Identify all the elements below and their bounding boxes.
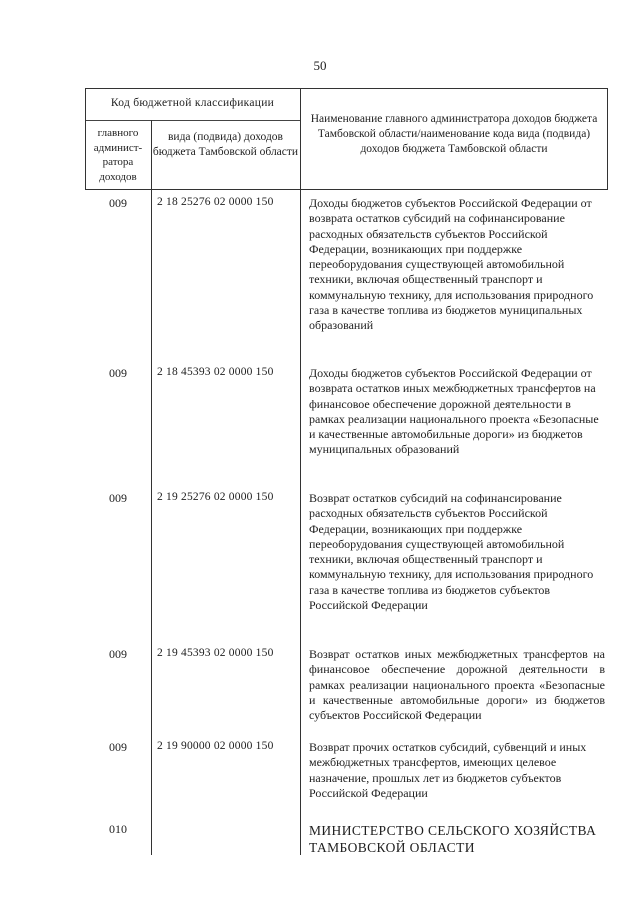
budget-code-cell: 2 18 45393 02 0000 150	[157, 366, 274, 378]
column-header-admin	[85, 126, 151, 184]
income-name-cell: Возврат прочих остатков субсидий, субвенций и иных межбюджетных трансфертов, имеющих целевое назначение, прошлых лет из бюджетов субъектов Российской Федерации	[309, 740, 587, 800]
table-right-border	[607, 88, 608, 189]
admin-code-cell: 009	[109, 740, 127, 754]
budget-code-cell: 2 18 25276 02 0000 150	[157, 196, 274, 208]
admin-code-cell: 009	[109, 647, 127, 661]
income-name-cell: Доходы бюджетов субъектов Российской Федерации от возврата остатков иных межбюджетных трансфертов на финансовое обеспечение дорожной деятельности в рамках реализации национального проекта «Безопасные и качественные автомобильные дороги» из бюджетов муниципальных образований	[309, 366, 599, 457]
income-name-cell: Возврат остатков субсидий на софинансирование расходных обязательств субъектов Российской Федерации, возникающих при поддержке переоборудования существующей автомобильной техники, включая общественный транспорт и коммунальную технику, для использования природного газа в качестве топлива из бюджетов субъектов Российской Федерации	[309, 491, 594, 613]
column-header-admin-line: главного	[97, 127, 139, 139]
budget-code-cell: 2 19 45393 02 0000 150	[157, 647, 274, 659]
group-header: Код бюджетной классификации	[110, 97, 275, 109]
budget-classification-table	[85, 88, 608, 855]
column-divider-code	[300, 88, 301, 855]
column-header-admin-line: админист-	[93, 141, 143, 154]
header-bottom-border	[85, 189, 608, 190]
column-divider-admin	[151, 120, 152, 855]
table-top-border	[85, 88, 608, 89]
budget-code-cell: 2 19 90000 02 0000 150	[157, 740, 274, 752]
admin-code-cell: 010	[109, 822, 127, 836]
column-header-code: вида (подвида) доходов бюджета Тамбовской области	[152, 131, 299, 158]
administrator-name-cell: МИНИСТЕРСТВО СЕЛЬСКОГО ХОЗЯЙСТВА ТАМБОВСКОЙ ОБЛАСТИ	[309, 823, 597, 855]
admin-code-cell: 009	[109, 196, 127, 210]
group-header-divider	[85, 120, 300, 121]
admin-code-cell: 009	[109, 491, 127, 505]
column-header-admin-line: ратора	[102, 156, 134, 168]
income-name-cell: Возврат остатков иных межбюджетных трансфертов на финансовое обеспечение дорожной деятельности в рамках реализации национального проекта «Безопасные и качественные автомобильные дороги» из бюджетов субъектов Российской Федерации	[309, 647, 605, 723]
admin-code-cell: 009	[109, 366, 127, 380]
column-header-admin-line: доходов	[99, 170, 137, 183]
income-name-cell: Доходы бюджетов субъектов Российской Федерации от возврата остатков субсидий на софинансирование расходных обязательств субъектов Российской Федерации, возникающих при поддержке переоборудования существующей автомобильной техники, включая общественный транспорт и коммунальную технику, для использования природного газа в качестве топлива из бюджетов муниципальных образований	[309, 196, 594, 333]
budget-code-cell: 2 19 25276 02 0000 150	[157, 491, 274, 503]
column-header-name: Наименование главного администратора доходов бюджета Тамбовской области/наименование кода вида (подвида) доходов бюджета Тамбовской области	[310, 113, 598, 155]
page-number: 50	[313, 58, 327, 73]
